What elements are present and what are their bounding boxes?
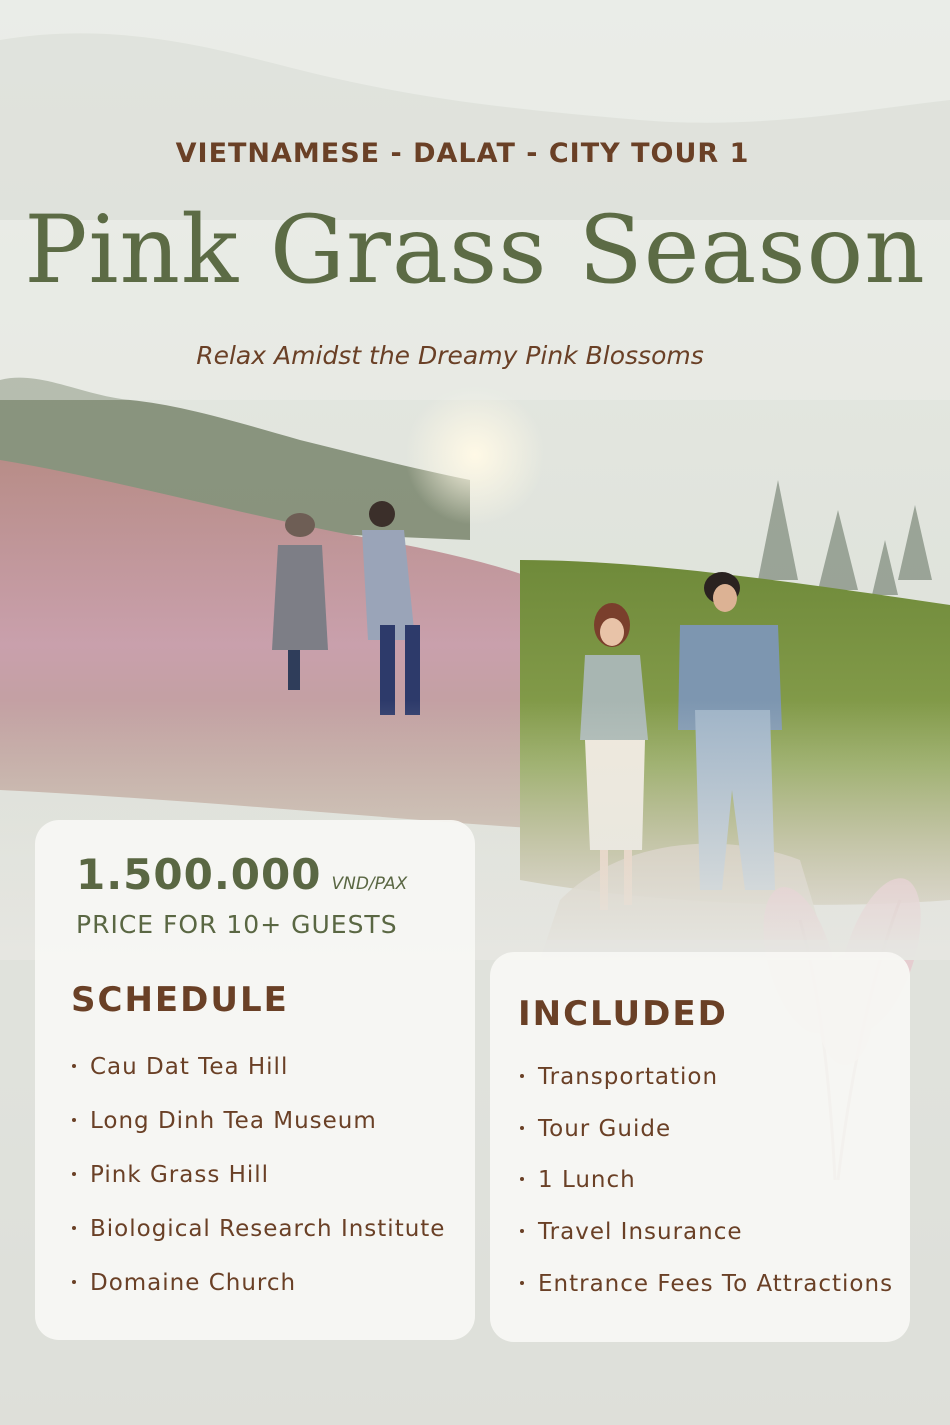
included-list	[518, 1064, 893, 1322]
list-item: Travel Insurance	[518, 1219, 893, 1271]
page-title: Pink Grass Season	[24, 196, 926, 305]
price-amount: 1.500.000	[76, 850, 322, 899]
price-row	[76, 850, 407, 899]
list-item: Tour Guide	[518, 1116, 893, 1168]
price-unit: VND/PAX	[331, 874, 408, 894]
schedule-heading: SCHEDULE	[71, 980, 289, 1020]
schedule-list	[70, 1054, 445, 1324]
list-item: Biological Research Institute	[70, 1216, 445, 1270]
list-item: Transportation	[518, 1064, 893, 1116]
tagline: Relax Amidst the Dreamy Pink Blossoms	[196, 341, 704, 370]
list-item: Entrance Fees To Attractions	[518, 1271, 893, 1323]
list-item: 1 Lunch	[518, 1167, 893, 1219]
price-note: PRICE FOR 10+ GUESTS	[76, 910, 398, 939]
list-item: Pink Grass Hill	[70, 1162, 445, 1216]
tour-subtitle: VIETNAMESE - DALAT - CITY TOUR 1	[175, 138, 750, 169]
included-heading: INCLUDED	[518, 994, 728, 1034]
list-item: Domaine Church	[70, 1270, 445, 1324]
list-item: Long Dinh Tea Museum	[70, 1108, 445, 1162]
list-item: Cau Dat Tea Hill	[70, 1054, 445, 1108]
